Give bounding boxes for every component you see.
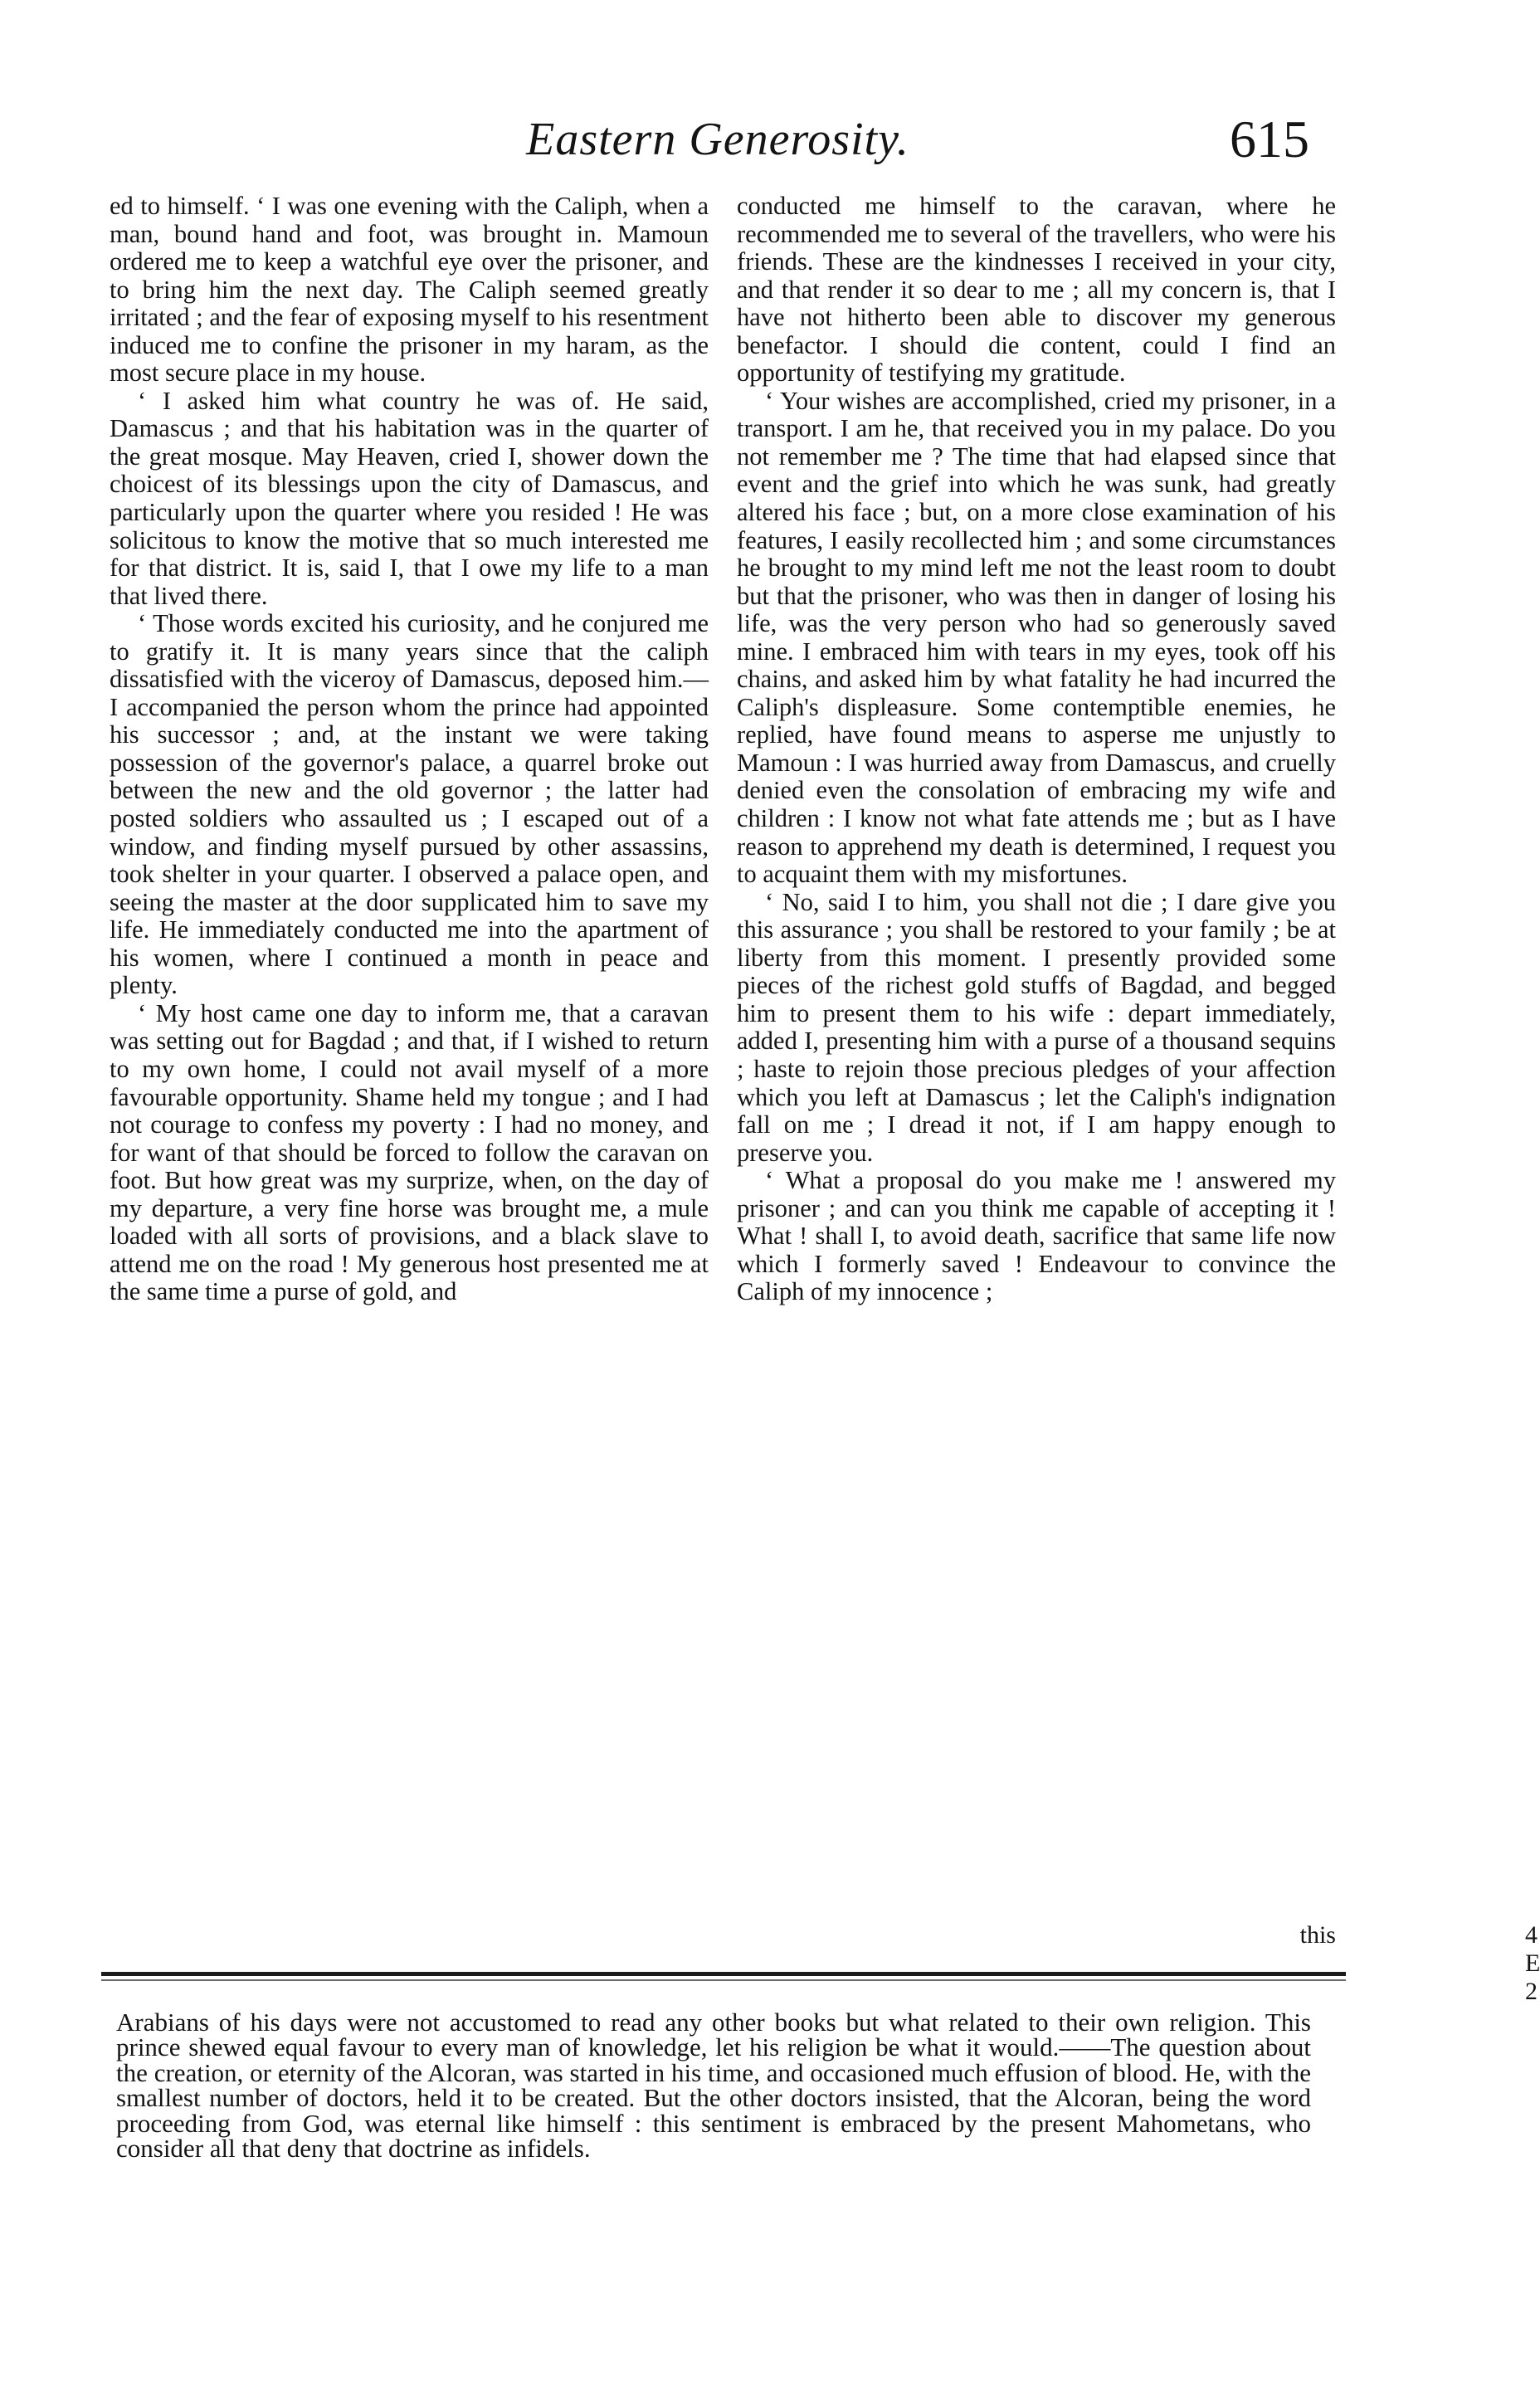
left-column [110,193,709,1306]
catchline [737,1921,1540,2005]
footnote-divider-thin [101,1979,1346,1981]
paragraph: ‘ My host came one day to inform me, that a caravan was setting out for Bagdad ; and that, if I wished to return to my own home, I could not avail myself of a more favourable opportunity. Shame held my tongue ; and I had not courage to confess my poverty : I had no money, and for want of that should be forced to follow the caravan on foot. But how great was my surprize, when, on the day of my departure, a very fine horse was brought me, a mule loaded with all sorts of provisions, and a black slave to attend me on the road ! My generous host presented me at the same time a purse of gold, and [110,998,709,1306]
running-head [0,106,1435,173]
catchword: this [1299,1921,1336,1949]
paragraph: ‘ No, said I to him, you shall not die ; I dare give you this assurance ; you shall be restored to your family ; be at liberty from this moment. I presently provided some pieces of the richest gold stuffs of Bagdad, and begged him to present them to his wife : depart immediately, added I, presenting him with a purse of a thousand sequins ; haste to rejoin those precious pledges of your affection which you left at Damascus ; let the Caliph's indignation fall on me ; I dread it not, if I am happy enough to preserve you. [737,887,1336,1167]
paragraph: conducted me himself to the caravan, where he recommended me to several of the travellers, who were his friends. These are the kindnesses I received in your city, and that render it so dear to me ; all my concern is, that I have not hitherto been able to discover my generous benefactor. I should die content, could I find an opportunity of testifying my gratitude. [737,192,1336,388]
footnote-text: Arabians of his days were not accustomed to read any other books but what related to their own religion. This prince shewed equal favour to every man of knowledge, let his religion be what it would.——The question about the creation, or eternity of the Alcoran, was started in his time, and occasioned much effusion of blood. He, with the smallest number of doctors, held it to be created. But the other doctors insisted, that the Alcoran, being the word proceeding from God, was eternal like himself : this sentiment is embraced by the present Mahometans, who consider all that deny that doctrine as infidels. [116,2008,1311,2164]
paragraph: ed to himself. ‘ I was one evening with the Caliph, when a man, bound hand and foot, was brought in. Mamoun ordered me to keep a watchful eye over the prisoner, and to bring him the next day. The Caliph seemed greatly irritated ; and the fear of exposing myself to his resentment induced me to confine the prisoner in my haram, as the most secure place in my house. [110,192,709,388]
footnote [116,2008,1311,2164]
running-title: Eastern Generosity. [526,114,909,165]
paragraph: ‘ What a proposal do you make me ! answered my prisoner ; and can you think me capable of accepting it ! What ! shall I, to avoid death, sacrifice that same life now which I formerly saved ! Endeavour to convince the Caliph of my innocence ; [737,1166,1336,1306]
signature-mark: 4 E 2 [1525,1921,1540,2005]
page-number: 615 [1230,110,1309,168]
paragraph: ‘ Those words excited his curiosity, and he conjured me to gratify it. It is many years since that the caliph dissatisfied with the viceroy of Damascus, deposed him.— I accompanied the person whom the prince had appointed his successor ; and, at the instant we were taking possession of the governor's palace, a quarrel broke out between the new and the old governor ; the latter had posted soldiers who assaulted us ; I escaped out of a window, and finding myself pursued by other assassins, took shelter in your quarter. I observed a palace open, and seeing the master at the door supplicated him to save my life. He immediately conducted me into the apartment of his women, where I continued a month in peace and plenty. [110,609,709,1000]
right-column [737,193,1336,1306]
paragraph: ‘ I asked him what country he was of. He said, Damascus ; and that his habitation was in the quarter of the great mosque. May Heaven, cried I, shower down the choicest of its blessings upon the city of Damascus, and particularly upon the quarter where you resided ! He was solicitous to know the motive that so much interested me for that district. It is, said I, that I owe my life to a man that lived there. [110,386,709,610]
footnote-divider [101,1972,1346,1976]
paragraph: ‘ Your wishes are accomplished, cried my prisoner, in a transport. I am he, that received you in my palace. Do you not remember me ? The time that had elapsed since that event and the grief into which he was sunk, had greatly altered his face ; but, on a more close examination of his features, I easily recollected him ; and some circumstances he brought to my mind left me not the least room to doubt but that the prisoner, who was then in danger of losing his life, was the very person who had so generously saved mine. I embraced him with tears in my eyes, took off his chains, and asked him by what fatality he had incurred the Caliph's displeasure. Some contemptible enemies, he replied, have found means to asperse me unjustly to Mamoun : I was hurried away from Damascus, and cruelly denied even the consolation of embracing my wife and children : I know not what fate attends me ; but as I have reason to apprehend my death is determined, I request you to acquaint them with my misfortunes. [737,386,1336,889]
